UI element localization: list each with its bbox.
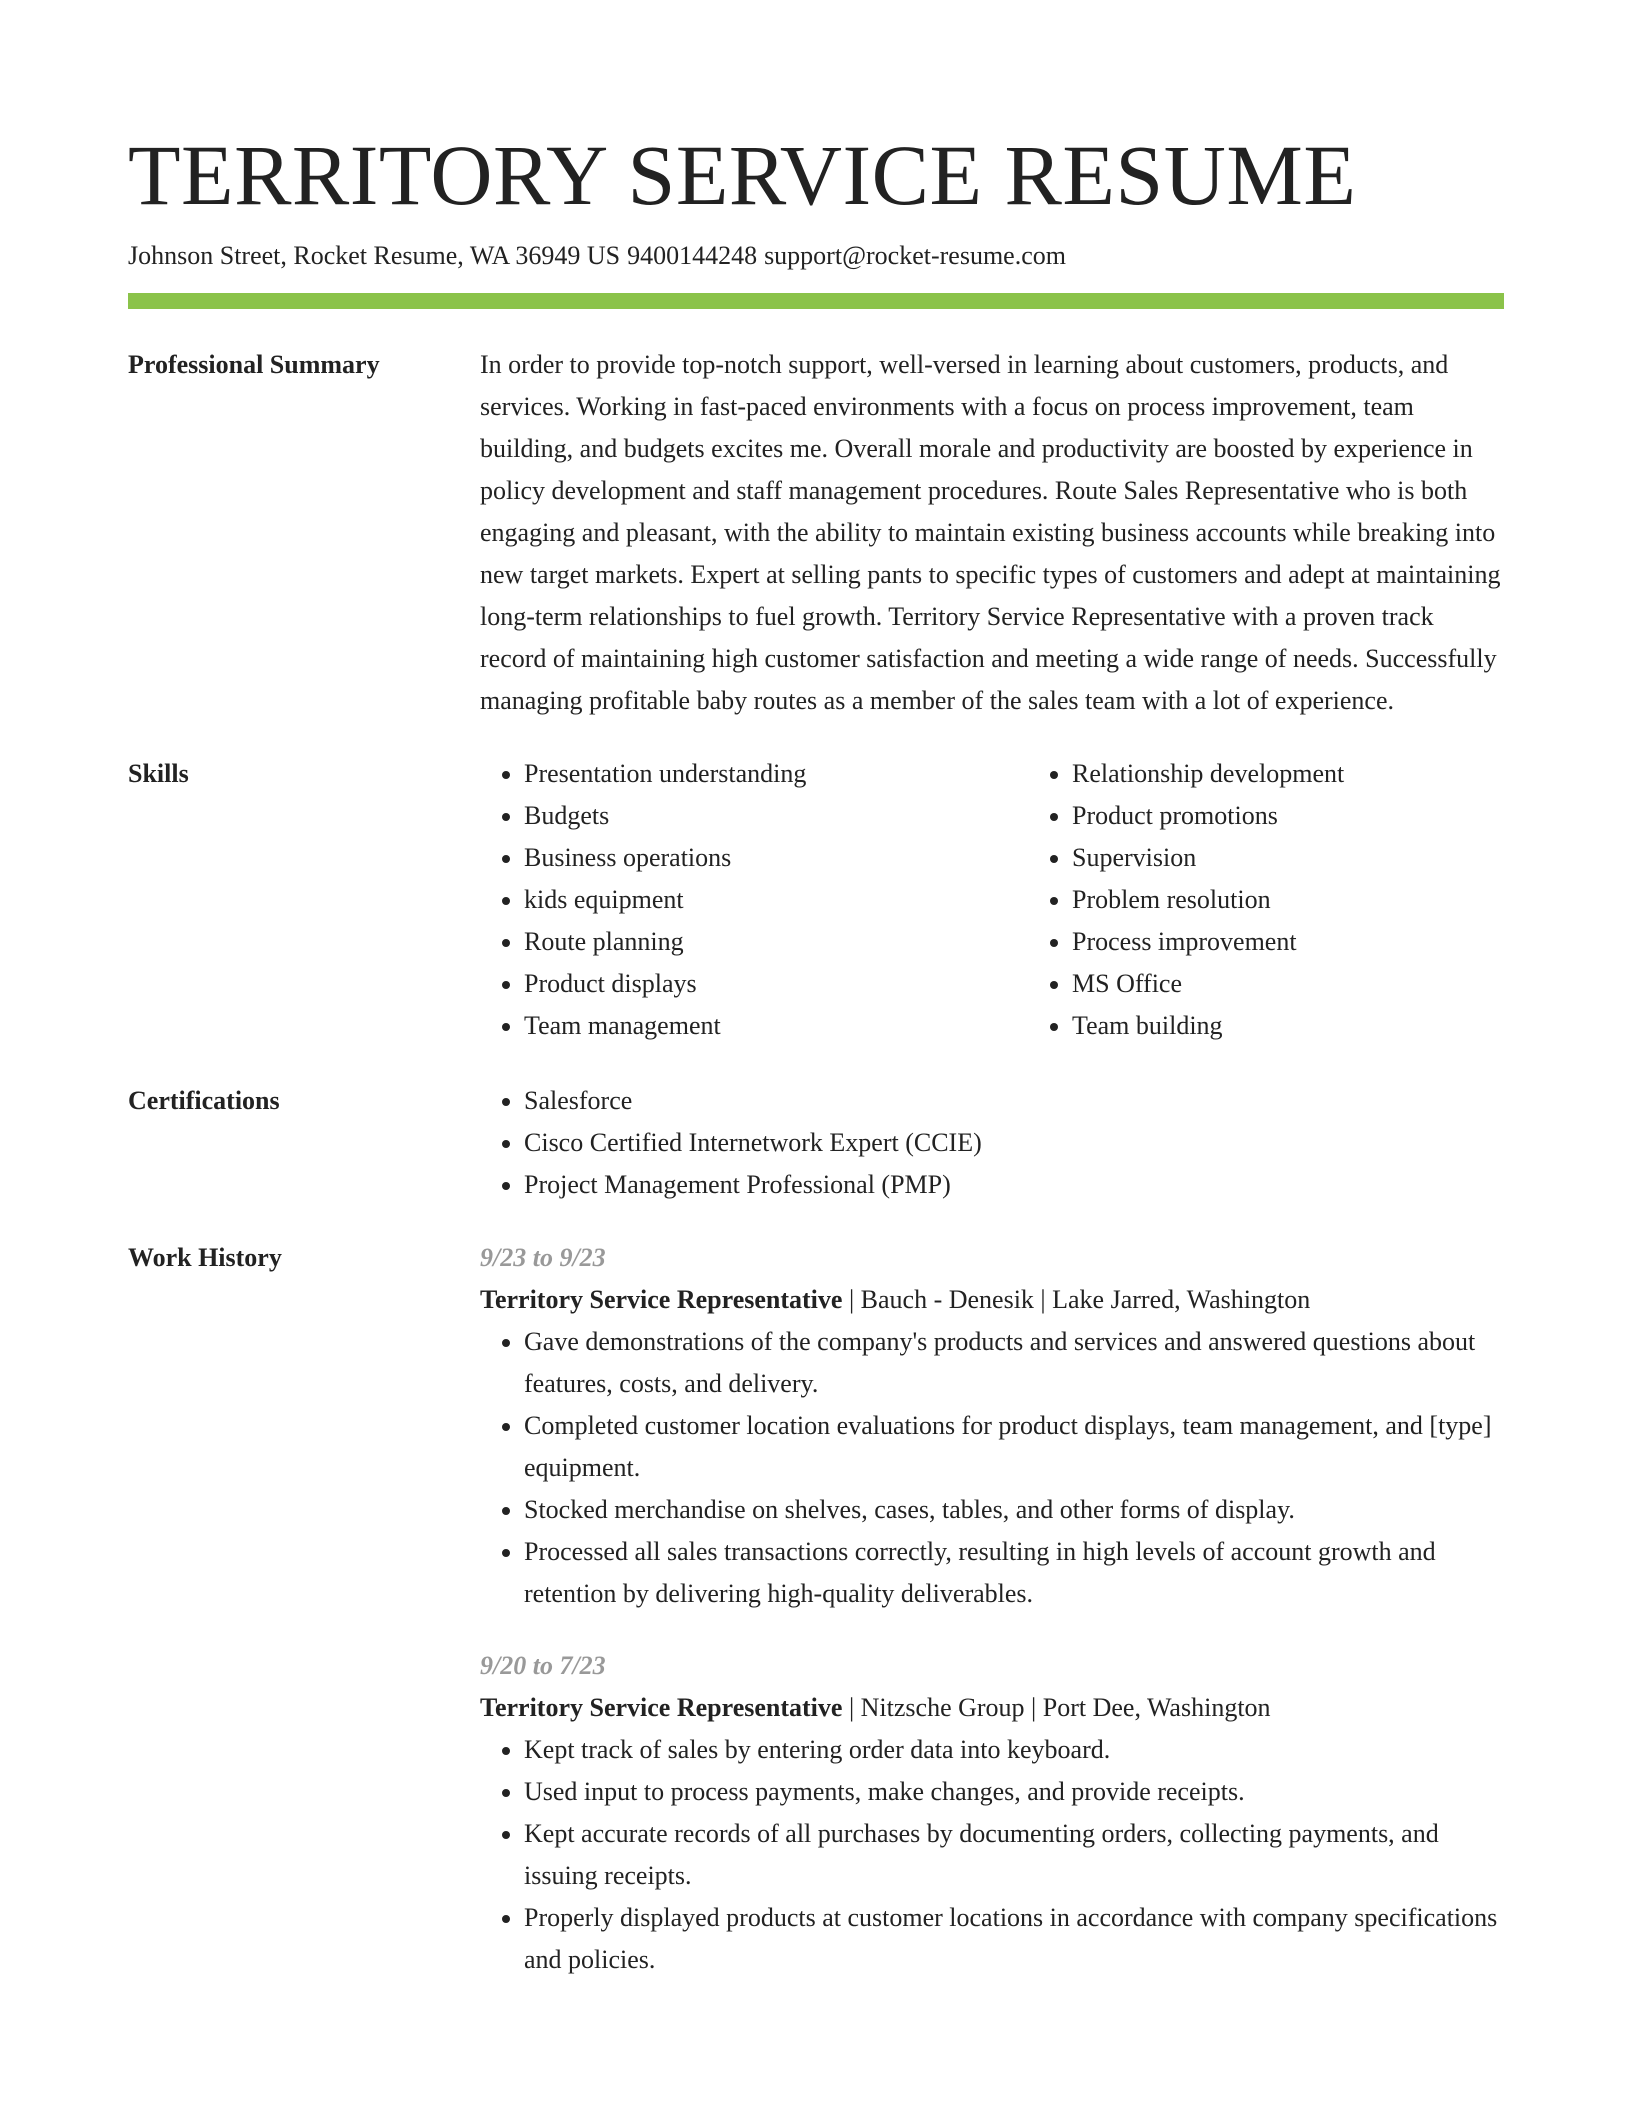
skills-grid <box>480 753 1576 1047</box>
job-entry <box>480 1237 1504 1615</box>
job-bullet: • Completed customer location evaluations for product displays, team management, and [type] equipment. <box>524 1405 1504 1489</box>
skills-heading: Skills <box>128 759 189 788</box>
skill-item: • Process improvement <box>1072 921 1576 963</box>
job-dates: 9/20 to 7/23 <box>480 1651 606 1680</box>
job-title-line <box>480 1687 1504 1729</box>
job-bullet: • Kept accurate records of all purchases by documenting orders, collecting payments, and issuing receipts. <box>524 1813 1504 1897</box>
accent-divider <box>128 293 1504 309</box>
job-title-line <box>480 1279 1504 1321</box>
work-history-body <box>480 1237 1504 1981</box>
summary-section <box>128 344 1504 722</box>
certification-item: • Project Management Professional (PMP) <box>524 1164 1504 1206</box>
skill-item: • Product promotions <box>1072 795 1576 837</box>
skill-item: • Problem resolution <box>1072 879 1576 921</box>
job-bullet: • Used input to process payments, make changes, and provide receipts. <box>524 1771 1504 1813</box>
skill-item: • Team building <box>1072 1005 1576 1047</box>
work-history-section <box>128 1237 1504 1981</box>
certifications-list <box>480 1080 1504 1206</box>
certification-item: • Salesforce <box>524 1080 1504 1122</box>
skills-section <box>128 753 1504 1047</box>
contact-phone: 9400144248 <box>627 241 758 270</box>
certifications-section <box>128 1080 1504 1206</box>
job-title: Territory Service Representative <box>480 1693 843 1722</box>
job-title: Territory Service Representative <box>480 1285 843 1314</box>
contact-line <box>128 238 1504 274</box>
job-dates: 9/23 to 9/23 <box>480 1243 606 1272</box>
skill-item: • Relationship development <box>1072 753 1576 795</box>
summary-heading: Professional Summary <box>128 350 380 379</box>
skills-body <box>480 753 1576 1047</box>
skill-item: • MS Office <box>1072 963 1576 1005</box>
skill-item: • Presentation understanding <box>524 753 1028 795</box>
job-bullets <box>480 1321 1504 1615</box>
skill-item: • Business operations <box>524 837 1028 879</box>
skills-column-2 <box>1028 753 1576 1047</box>
job-bullet: • Properly displayed products at customer locations in accordance with company specifications and policies. <box>524 1897 1504 1981</box>
skill-item: • Budgets <box>524 795 1028 837</box>
skill-item: • Product displays <box>524 963 1028 1005</box>
skill-item: • Route planning <box>524 921 1028 963</box>
job-details: | Nitzsche Group | Port Dee, Washington <box>842 1693 1271 1722</box>
skill-item: • Team management <box>524 1005 1028 1047</box>
resume-title: TERRITORY SERVICE RESUME <box>128 127 1357 223</box>
job-details: | Bauch - Denesik | Lake Jarred, Washington <box>842 1285 1311 1314</box>
job-entry <box>480 1645 1504 1981</box>
skills-column-1 <box>480 753 1028 1047</box>
work-history-heading: Work History <box>128 1243 282 1272</box>
skill-item: • Supervision <box>1072 837 1576 879</box>
job-bullet: • Gave demonstrations of the company's products and services and answered questions about features, costs, and delivery. <box>524 1321 1504 1405</box>
contact-email: support@rocket-resume.com <box>764 241 1066 270</box>
certifications-body <box>480 1080 1504 1206</box>
skill-item: • kids equipment <box>524 879 1028 921</box>
summary-text: In order to provide top-notch support, well-versed in learning about customers, products, and services. Working in fast-paced environments with a focus on process improvement, team building, and budgets excites me. Overall morale and productivity are boosted by experience in policy development and staff management procedures. Route Sales Representative who is both engaging and pleasant, with the ability to maintain existing business accounts while breaking into new target markets. Expert at selling pants to specific types of customers and adept at maintaining long-term relationships to fuel growth. Territory Service Representative with a proven track record of maintaining high customer satisfaction and meeting a wide range of needs. Successfully managing profitable baby routes as a member of the sales team with a lot of experience. <box>480 350 1501 715</box>
certification-item: • Cisco Certified Internetwork Expert (CCIE) <box>524 1122 1504 1164</box>
job-bullet: • Stocked merchandise on shelves, cases, tables, and other forms of display. <box>524 1489 1504 1531</box>
job-bullet: • Kept track of sales by entering order data into keyboard. <box>524 1729 1504 1771</box>
summary-body <box>480 344 1504 722</box>
certifications-heading: Certifications <box>128 1086 280 1115</box>
contact-address: Johnson Street, Rocket Resume, WA 36949 US <box>128 241 621 270</box>
job-bullets <box>480 1729 1504 1981</box>
job-bullet: • Processed all sales transactions correctly, resulting in high levels of account growth and retention by delivering high-quality deliverables. <box>524 1531 1504 1615</box>
